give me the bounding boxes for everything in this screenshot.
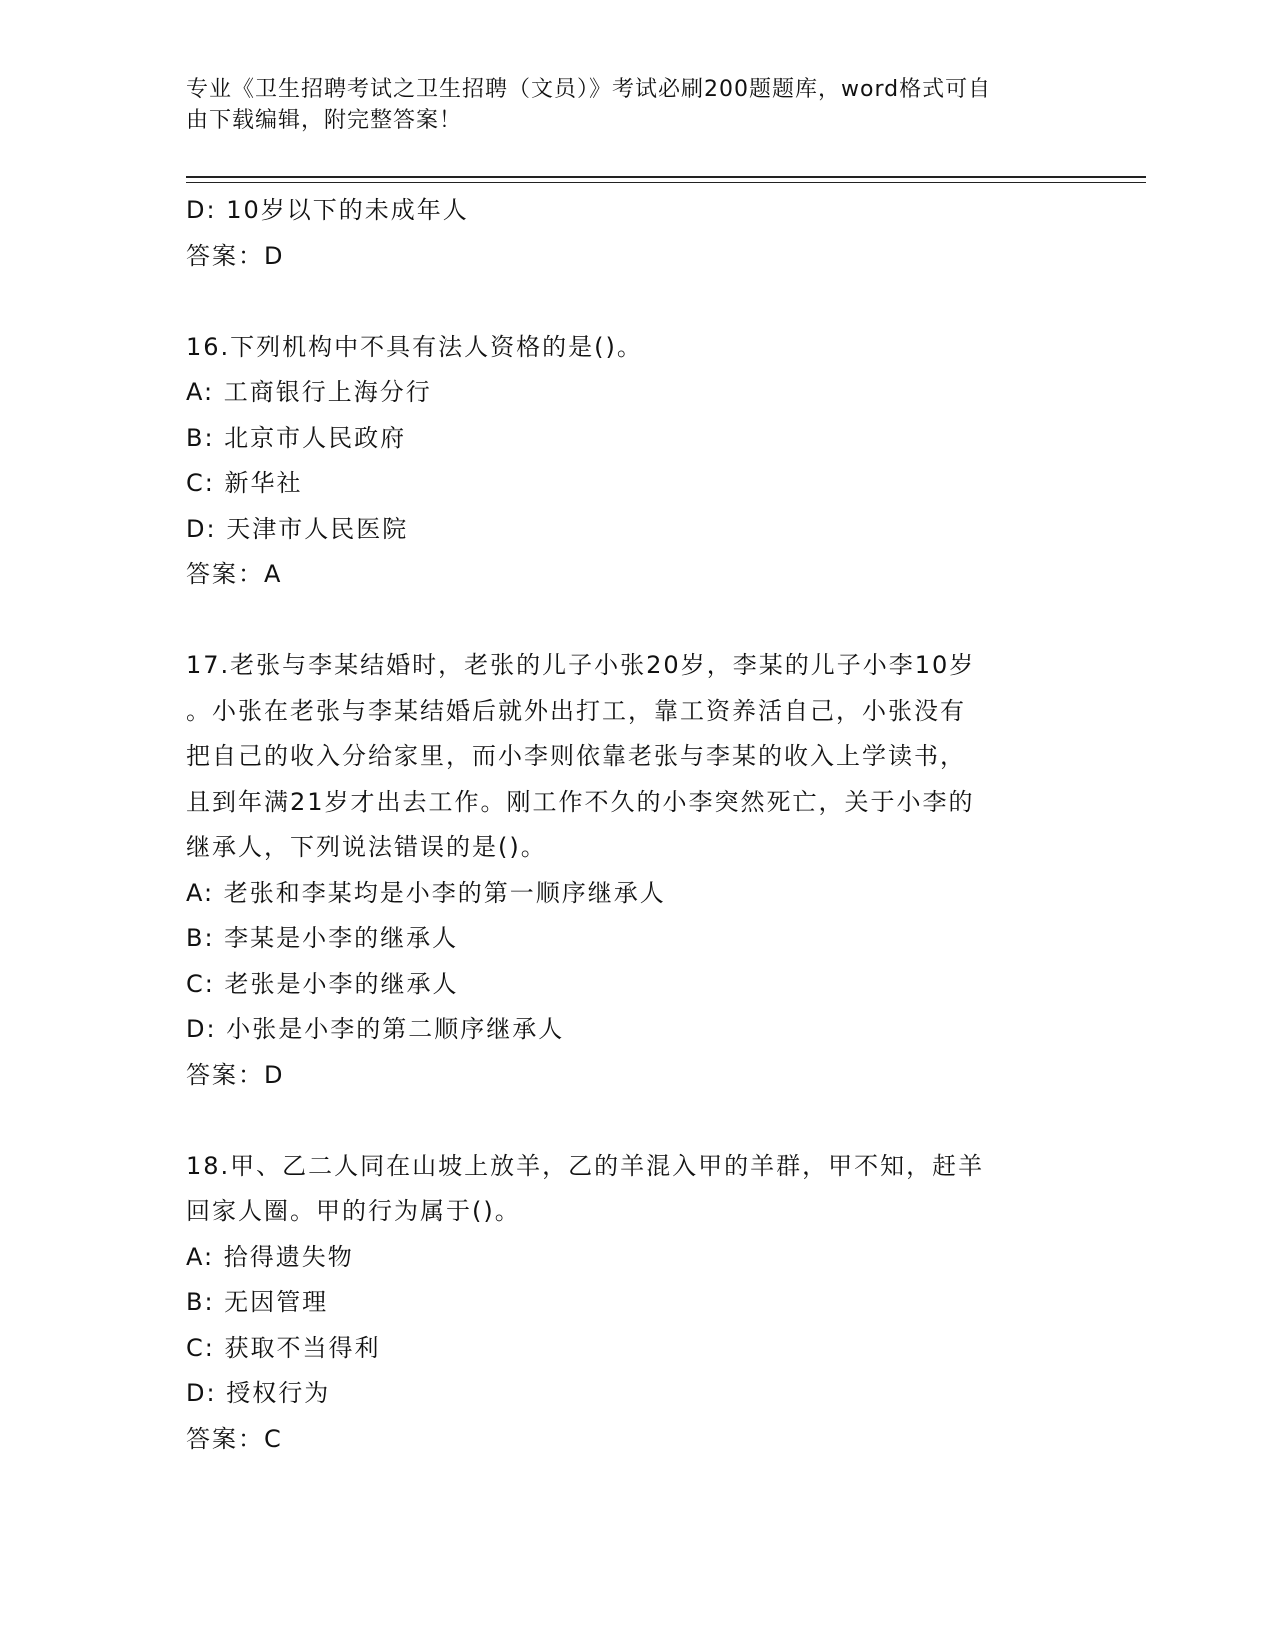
q18-stem-line-1: 18.甲、乙二人同在山坡上放羊，乙的羊混入甲的羊群，甲不知，赶羊	[186, 1151, 985, 1180]
q18-answer: 答案：C	[186, 1424, 283, 1453]
q16-stem: 16.下列机构中不具有法人资格的是()。	[186, 332, 643, 361]
q18-stem-line-2: 回家人圈。甲的行为属于()。	[186, 1197, 521, 1225]
q17-stem-line-3: 把自己的收入分给家里，而小李则依靠老张与李某的收入上学读书，	[186, 742, 966, 770]
q17-stem-line-5: 继承人，下列说法错误的是()。	[186, 833, 547, 861]
spacer	[186, 598, 1086, 644]
header-title-line-1: 专业《卫生招聘考试之卫生招聘（文员）》考试必刷200题题库，word格式可自	[186, 77, 992, 102]
question-list	[186, 188, 1086, 1462]
q15-answer: 答案：D	[186, 241, 285, 270]
q17-stem-line-1: 17.老张与李某结婚时，老张的儿子小张20岁，李某的儿子小李10岁	[186, 651, 976, 679]
q15-option-d: D: 10岁以下的未成年人	[186, 196, 469, 224]
document-header	[186, 74, 1066, 136]
spacer	[186, 279, 1086, 325]
q16-option-b: B: 北京市人民政府	[186, 423, 407, 452]
spacer	[186, 1098, 1086, 1144]
q18-option-a: A: 拾得遗失物	[186, 1242, 354, 1271]
q17-option-a: A: 老张和李某均是小李的第一顺序继承人	[186, 878, 666, 907]
q18-option-c: C: 获取不当得利	[186, 1333, 381, 1362]
q16-option-c: C: 新华社	[186, 469, 303, 497]
q17-stem-line-2: 。小张在老张与李某结婚后就外出打工，靠工资养活自己，小张没有	[186, 696, 966, 725]
q17-option-c: C: 老张是小李的继承人	[186, 969, 459, 998]
q18-option-b: B: 无因管理	[186, 1288, 329, 1316]
q16-option-a: A: 工商银行上海分行	[186, 378, 432, 406]
header-divider-thin	[186, 182, 1146, 183]
question-17	[186, 643, 1086, 1098]
q16-option-d: D: 天津市人民医院	[186, 514, 409, 543]
q17-option-b: B: 李某是小李的继承人	[186, 924, 459, 952]
header-title-line-2: 由下载编辑，附完整答案！	[186, 108, 463, 133]
question-16	[186, 325, 1086, 598]
q16-answer: 答案：A	[186, 560, 283, 588]
q18-option-d: D: 授权行为	[186, 1379, 331, 1407]
q17-option-d: D: 小张是小李的第二顺序继承人	[186, 1015, 565, 1043]
q17-stem-line-4: 且到年满21岁才出去工作。刚工作不久的小李突然死亡，关于小李的	[186, 787, 975, 816]
question-18	[186, 1144, 1086, 1463]
header-divider-thick	[186, 176, 1146, 178]
q17-answer: 答案：D	[186, 1060, 285, 1089]
